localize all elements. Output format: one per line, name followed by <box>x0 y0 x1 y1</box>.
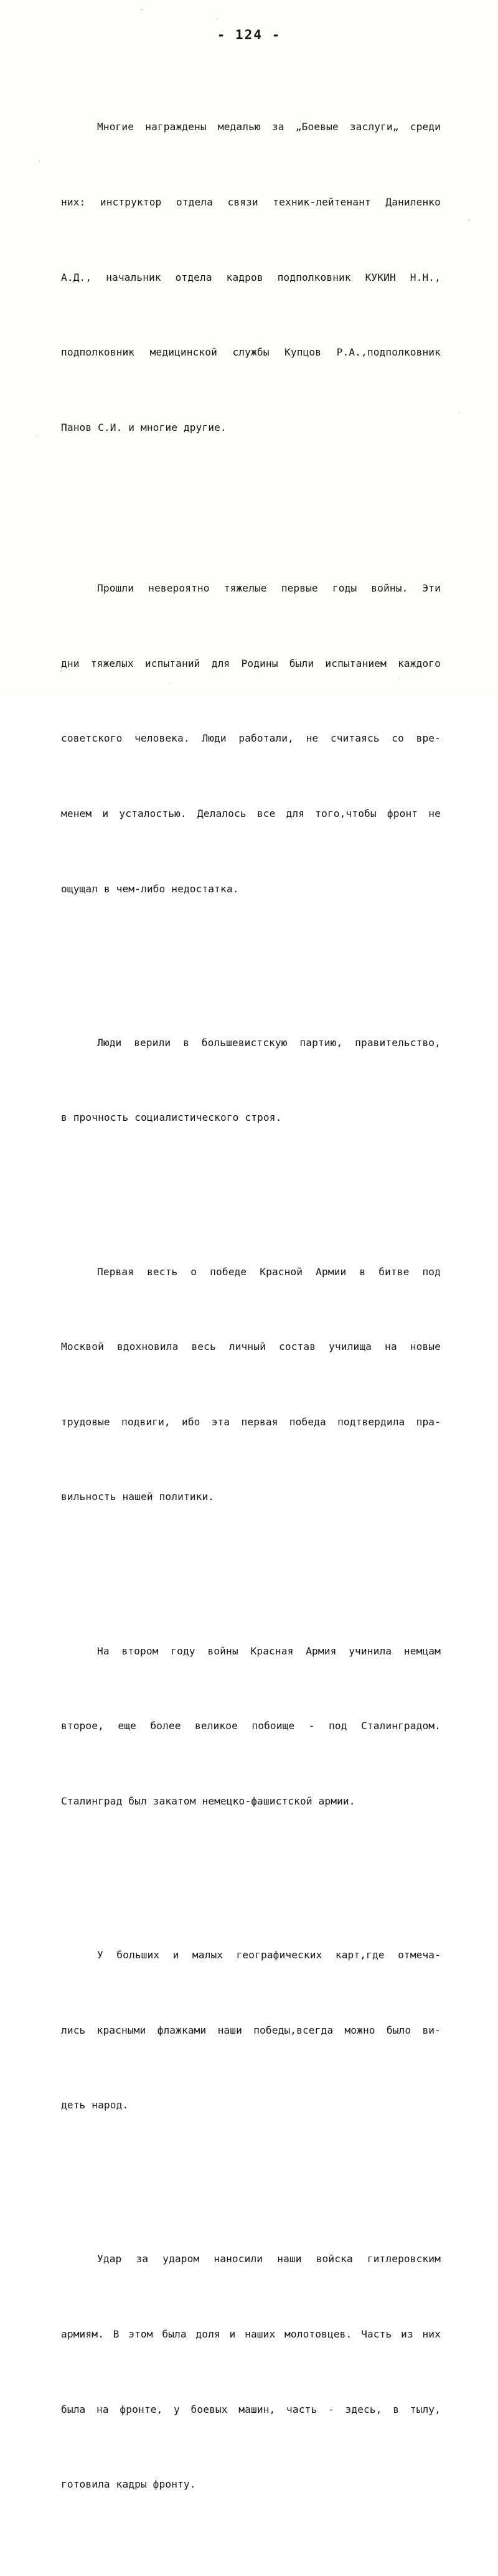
text-line: трудовые подвиги, ибо эта первая победа подтвердила пра- <box>61 1415 441 1428</box>
text-line: второе, еще более великое побоище - под Сталинградом. <box>61 1720 441 1732</box>
document-body <box>61 65 441 2576</box>
text-line: дни тяжелых испытаний для Родины были испытанием каждого <box>61 657 441 669</box>
text-line: ощущал в чем-либо недостатка. <box>61 882 239 895</box>
paragraph <box>61 1209 441 1585</box>
text-line: Панов С.И. и многие другие. <box>61 421 227 433</box>
text-line: армиям. В этом была доля и наших молотовцев. Часть из них <box>61 2328 441 2341</box>
text-line: У больших и малых географических карт,где отмеча- <box>97 1949 441 1961</box>
paragraph <box>61 1588 441 1889</box>
text-line: подполковник медицинской службы Купцов Р.А.,подполковник <box>61 346 441 359</box>
text-line: Люди верили в большевистскую партию, правительство, <box>97 1036 441 1049</box>
paragraph <box>61 1893 441 2193</box>
text-line: вильность нашей политики. <box>61 1491 215 1503</box>
text-line: менем и усталостью. Делалось все для того,чтобы фронт не <box>61 807 441 819</box>
paragraph <box>61 980 441 1205</box>
text-line: Первая весть о победе Красной Армии в битве под <box>97 1265 441 1278</box>
paragraph <box>61 526 441 977</box>
paragraph <box>61 65 441 516</box>
text-line: в прочность социалистического строя. <box>61 1111 282 1124</box>
text-line: них: инструктор отдела связи техник-лейтенант Даниленко <box>61 196 441 209</box>
text-line: А.Д., начальник отдела кадров подполковник КУКИН Н.Н., <box>61 271 441 283</box>
text-line: На втором году войны Красная Армия учинила немцам <box>97 1644 441 1657</box>
text-line: советского человека. Люди работали, не считаясь со вре- <box>61 732 441 745</box>
text-line: Москвой вдохновила весь личный состав училища на новые <box>61 1341 441 1353</box>
text-line: Удар за ударом наносили наши войска гитлеровским <box>97 2253 441 2265</box>
text-line: лись красными флажками наши победы,всегда можно было ви- <box>61 2024 441 2036</box>
text-line: деть народ. <box>61 2099 129 2111</box>
paragraph <box>61 2197 441 2572</box>
text-line: Сталинград был закатом немецко-фашистской армии. <box>61 1795 355 1807</box>
text-line: была на фронте, у боевых машин, часть - здесь, в тылу, <box>61 2403 441 2415</box>
text-line: готовила кадры фронту. <box>61 2478 196 2491</box>
text-line: Многие награждены медалью за „Боевые заслуги„ среди <box>97 121 441 133</box>
text-line: Прошли невероятно тяжелые первые годы войны. Эти <box>97 582 441 595</box>
page-number: - 124 - <box>217 27 281 42</box>
